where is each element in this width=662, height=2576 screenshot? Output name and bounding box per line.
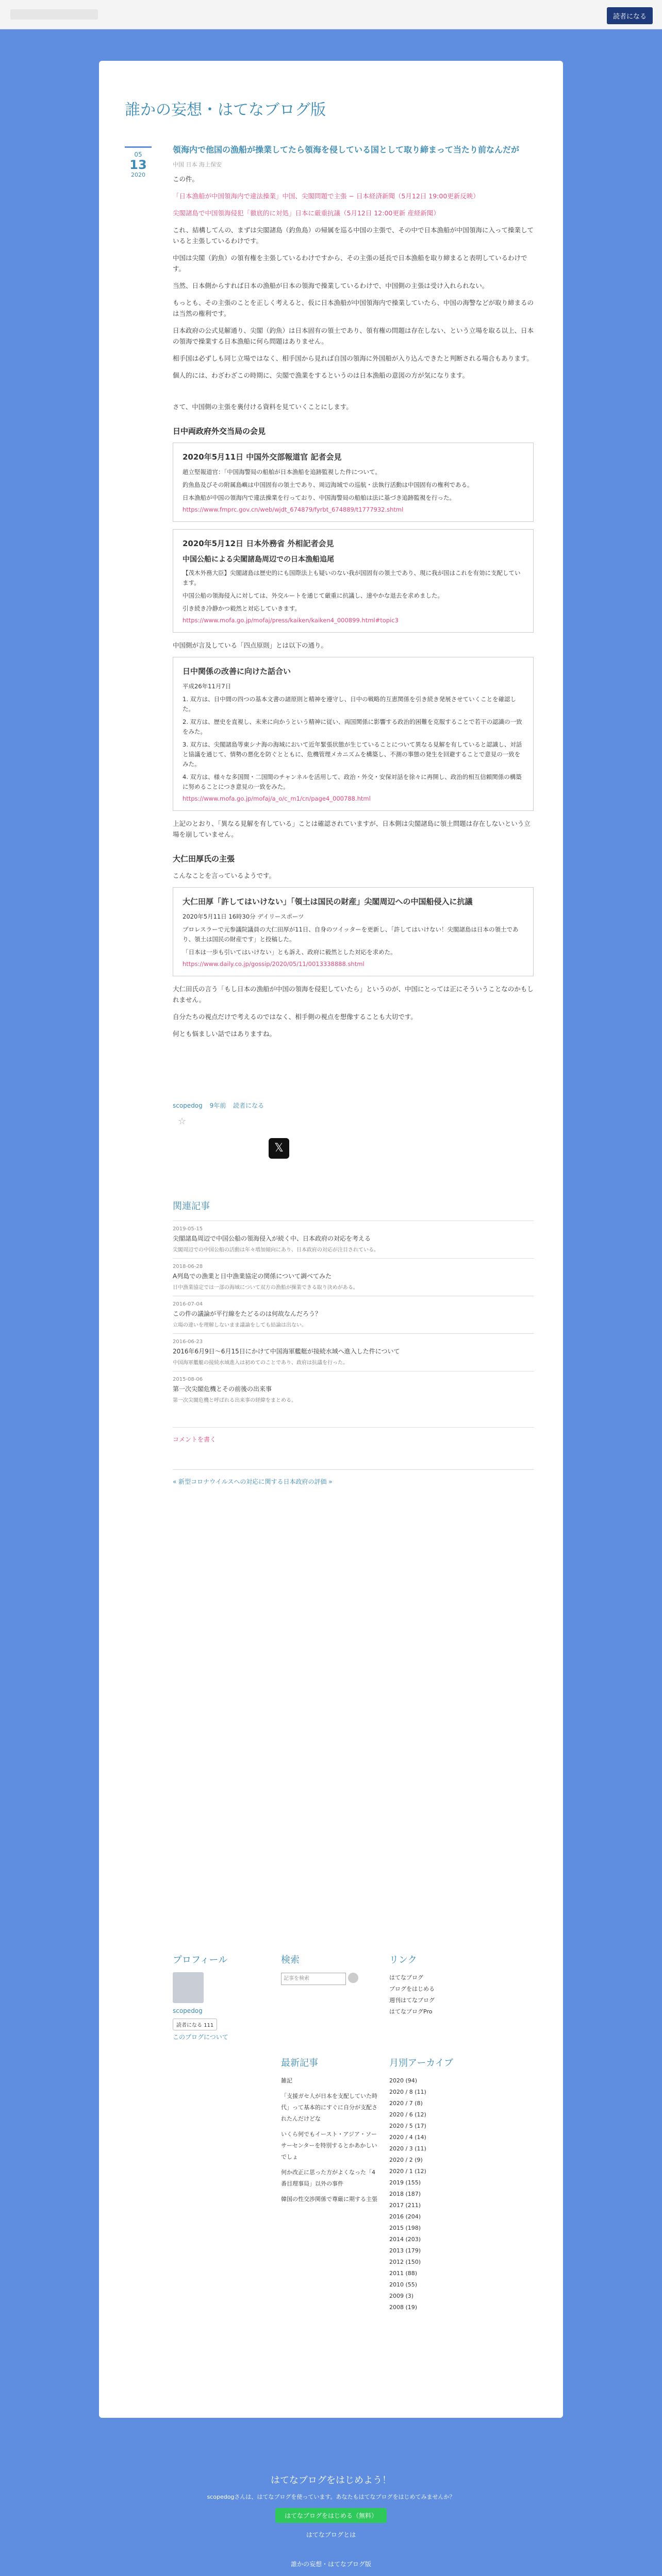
about-blog-link[interactable]: このブログについて — [173, 2033, 228, 2041]
paragraph: 大仁田氏の言う「もし日本の漁船が中国の領海を侵犯していたら」というのが、中国にとっては正にそういうことなのかもしれません。 — [173, 985, 534, 1004]
related-snippet: 尖閣周辺での中国公船の活動は年々増加傾向にあり、日本政府の対応が注目されている。 — [173, 1247, 379, 1253]
source-link[interactable]: 「日本漁船が中国領海内で違法操業」中国、尖閣問題で主張 − 日本経済新聞（5月12日 19:00更新反映） — [173, 192, 479, 200]
bottom-banner — [0, 2473, 662, 2576]
archive-year[interactable]: 2012 (150) — [389, 2259, 421, 2265]
related-date: 2019-05-15 — [173, 1226, 203, 1232]
related-date: 2015-08-06 — [173, 1377, 203, 1382]
search-icon[interactable] — [348, 1973, 358, 1983]
quote-line: 日本漁船が中国の領海内で違法操業を行っており、中国海警局の船舶は法に基づき追跡監視を行った。 — [183, 494, 455, 501]
archive-month[interactable]: 2020 / 8 (11) — [389, 2089, 426, 2095]
section-heading: 日中両政府外交当局の会見 — [173, 427, 266, 436]
profile-title: プロフィール — [173, 1955, 228, 1965]
related-item[interactable] — [173, 1296, 534, 1333]
archive-year[interactable]: 2013 (179) — [389, 2247, 421, 2254]
subscribe-count: 111 — [204, 2023, 214, 2028]
author-link[interactable]: scopedog — [173, 1102, 203, 1109]
related-item-title[interactable]: この件の議論が平行線をたどるのは何故なんだろう？ — [173, 1310, 322, 1317]
blockquote — [173, 529, 534, 633]
related-item-title[interactable]: A列島での漁業と日中漁業協定の関係について調べてみた — [173, 1273, 332, 1280]
archive-year[interactable]: 2008 (19) — [389, 2304, 418, 2311]
quote-line: 【茂木外務大臣】尖閣諸島は歴史的にも国際法上も疑いのない我が国固有の領土であり、現に我が国はこれを有効に支配しています。 — [183, 569, 521, 586]
about-hatena-link[interactable]: はてなブログとは — [306, 2531, 356, 2538]
profile-username[interactable]: scopedog — [173, 2007, 203, 2014]
start-blog-button[interactable]: はてなブログをはじめる（無料） — [275, 2508, 387, 2523]
quote-line: 4. 双方は、様々な多国間・二国間のチャンネルを活用して、政治・外交・安保対話を徐々に再開し、政治的相互信頼関係の構築に努めることにつき意見の一致をみた。 — [183, 773, 522, 790]
related-title: 関連記事 — [173, 1201, 210, 1212]
paragraph: さて、中国側の主張を裏付ける資料を見ていくことにします。 — [173, 403, 353, 411]
start-blog-text: scopedogさんは、はてなブログを使っています。あなたもはてなブログをはじめてみませんか？ — [207, 2494, 455, 2500]
quote-line: 引き続き冷静かつ毅然と対応していきます。 — [183, 605, 301, 612]
header-logo-placeholder — [10, 9, 98, 20]
archive-month[interactable]: 2020 / 6 (12) — [389, 2111, 426, 2118]
avatar[interactable] — [173, 1972, 204, 2003]
related-date: 2016-06-23 — [173, 1339, 203, 1345]
subscribe-label: 読者になる — [176, 2023, 202, 2028]
quote-line: 3. 双方は、尖閣諸島等東シナ海の海域において近年緊張状態が生じていることについて異なる見解を有していると認識し、対話と協議を通じて、情勢の悪化を防ぐとともに、危機管理メカニズムを構築し、不測の事態の発生を回避することで意見の一致をみた。 — [183, 741, 522, 768]
entry-article — [173, 143, 534, 1486]
archive-title: 月別アーカイブ — [389, 2058, 454, 2069]
search-module — [281, 1953, 384, 1985]
recent-item[interactable]: 「支援ガセ人が日本を支配していた時代」って基本的にすぐに自分が支配されたんだけどな — [281, 2093, 377, 2122]
blockquote — [173, 657, 534, 811]
related-snippet: 立場の違いを理解しないまま議論をしても結論は出ない。 — [173, 1323, 307, 1328]
paragraph: もっとも、その主張のことを正しく考えると、仮に日本漁船が中国領海内で操業していたら、中国の海警などが取り締まるのは当然の権利です。 — [173, 299, 534, 317]
hatena-header-bar — [0, 0, 662, 29]
archive-month[interactable]: 2020 / 5 (17) — [389, 2123, 426, 2129]
blog-title[interactable]: 誰かの妄想・はてなブログ版 — [125, 101, 326, 119]
quote-line: 2. 双方は、歴史を直視し、未来に向かうという精神に従い、両国関係に影響する政治的困難を克服することで若干の認識の一致をみた。 — [183, 718, 522, 735]
archive-month[interactable]: 2020 / 2 (9) — [389, 2157, 423, 2163]
related-item-title[interactable]: 尖閣諸島周辺で中国公船の領海侵入が続く中、日本政府の対応を考える — [173, 1235, 371, 1242]
paragraph: 相手国は必ずしも同じ立場ではなく、相手国から見れば自国の領海に外国船が入り込んできたと判断される場合もあります。 — [173, 354, 533, 362]
profile-module — [173, 1953, 255, 2041]
add-star-icon[interactable]: ☆ — [178, 1116, 187, 1127]
entry-date-month: 05 — [134, 151, 142, 158]
paragraph: 個人的には、わざわざこの時期に、尖閣で漁業をするというのは日本漁船の意図の方が気になります。 — [173, 371, 469, 379]
paragraph: これ、結構してんの、まずは尖閣諸島（釣魚島）の帰属を巡る中国の主張で、その中で日本漁船が中国領海に入って操業していると主張しているわけです。 — [173, 226, 534, 245]
quote-date: 平成26年11月7日 — [183, 683, 231, 690]
entry-time[interactable]: 9年前 — [209, 1102, 226, 1109]
related-list — [173, 1221, 534, 1409]
related-date: 2018-06-28 — [173, 1264, 203, 1269]
blog-main — [99, 61, 563, 2418]
archive-year[interactable]: 2016 (204) — [389, 2213, 421, 2220]
entry-date-year: 2020 — [131, 172, 145, 178]
archive-month[interactable]: 2020 / 1 (12) — [389, 2168, 426, 2175]
recent-item[interactable]: 雑記 — [281, 2077, 292, 2084]
link-item[interactable]: はてなブログPro — [389, 2008, 433, 2015]
related-item[interactable] — [173, 1333, 534, 1371]
archive-year[interactable]: 2011 (88) — [389, 2270, 418, 2277]
paragraph: 上記のとおり、「異なる見解を有している」ことは確認されていますが、日本側は尖閣諸島に領土問題は存在しないという立場を崩していません。 — [173, 820, 531, 838]
archive-year[interactable]: 2015 (198) — [389, 2225, 421, 2231]
entry-date-day: 13 — [129, 158, 147, 172]
paragraph: 日本政府の公式見解通り、尖閣（釣魚）は日本固有の領土であり、領有権の問題は存在しない、という立場を取る以上、日本の領海で操業する日本漁船に何ら問題はありません。 — [173, 327, 534, 345]
subscribe-button[interactable]: 読者になる — [607, 7, 653, 24]
paragraph: 中国は尖閣（釣魚）の領有権を主張しているわけですから、その主張の延長で日本漁船を取り締まると表明しているわけです。 — [173, 254, 527, 273]
related-item-title[interactable]: 第一次尖閣危機とその前後の出来事 — [173, 1385, 272, 1393]
write-comment-link[interactable]: コメントを書く — [173, 1427, 534, 1444]
search-input[interactable]: 記事を検索 — [281, 1973, 346, 1985]
entry-body — [173, 174, 534, 1039]
archive-year[interactable]: 2020 (94) — [389, 2077, 418, 2084]
related-snippet: 中国海軍艦艇の接続水域進入は初めてのことであり、政府は抗議を行った。 — [173, 1360, 348, 1366]
related-date: 2016-07-04 — [173, 1301, 203, 1307]
quote-title: 2020年5月11日 中国外交部報道官 記者会見 — [183, 452, 342, 462]
link-item[interactable]: ブログをはじめる — [389, 1986, 435, 1992]
archive-month[interactable]: 2020 / 4 (14) — [389, 2134, 426, 2141]
quote-title: 日中関係の改善に向けた話合い — [183, 667, 291, 676]
archive-year[interactable]: 2018 (187) — [389, 2191, 421, 2197]
recent-title: 最新記事 — [281, 2058, 318, 2069]
recent-item[interactable]: いくら何でもイースト・アジア・ソーサーセンターを特別するとかあかしいでしょ — [281, 2131, 377, 2160]
pager-link[interactable]: « 新型コロナウイルスへの対応に関する日本政府の評価 » — [173, 1469, 534, 1486]
link-item[interactable]: 週刊はてなブログ — [389, 1997, 435, 2004]
entry-categories[interactable]: 中国 日本 海上保安 — [173, 161, 222, 168]
paragraph: 何とも悩ましい話ではありますね。 — [173, 1030, 276, 1038]
paragraph: 中国側が言及している「四点原則」とは以下の通り。 — [173, 641, 328, 649]
paragraph: 当然、日本側からすれば日本の漁船が日本の領海で操業しているわけで、中国側の主張は受け入れられない。 — [173, 282, 489, 290]
quote-source-link[interactable]: https://www.mofa.go.jp/mofaj/press/kaiken/kaiken4_000899.html#topic3 — [183, 617, 399, 624]
quote-title: 大仁田厚「許してはいけない」「領土は国民の財産」尖閣周辺への中国船侵入に抗議 — [183, 897, 473, 906]
quote-source-link[interactable]: https://www.fmprc.gov.cn/web/wjdt_674879/fyrbt_674889/t1777932.shtml — [183, 506, 404, 513]
quote-line: プロレスラーで元参議院議員の大仁田厚が11日、自身のツイッターを更新し、「許してはいけない！尖閣諸島は日本の領土であり、領土は国民の財産です」と投稿した。 — [183, 926, 519, 943]
blockquote — [173, 443, 534, 522]
quote-source-link[interactable]: https://www.mofa.go.jp/mofaj/a_o/c_m1/cn/page4_000788.html — [183, 795, 371, 802]
entry-footer-meta — [173, 1101, 534, 1110]
quote-line: 釣魚島及びその附属島嶼は中国固有の領土であり、周辺海域での巡航・法執行活動は中国固有の権利である。 — [183, 481, 473, 488]
archive-year[interactable]: 2017 (211) — [389, 2202, 421, 2209]
related-item[interactable] — [173, 1221, 534, 1258]
links-title: リンク — [389, 1955, 417, 1965]
archive-month[interactable]: 2020 / 7 (8) — [389, 2100, 423, 2107]
source-link[interactable]: 尖閣諸島で中国領海侵犯「徹底的に対処」日本に厳重抗議（5月12日 12:00更新 産経新聞） — [173, 209, 440, 217]
archive-year[interactable]: 2009 (3) — [389, 2293, 414, 2299]
archive-year[interactable]: 2014 (203) — [389, 2236, 421, 2243]
quote-title: 2020年5月12日 日本外務省 外相記者会見 — [183, 539, 334, 548]
related-item-title[interactable]: 2016年6月9日〜6月15日にかけて中国海軍艦艇が接続水域へ進入した件について — [173, 1348, 400, 1355]
entry-title[interactable]: 領海内で他国の漁船が操業してたら領海を侵している国として取り締まって当たり前なんだが — [173, 145, 520, 155]
recent-item[interactable]: 韓国の性交渉関係で尊厳に期する主張 — [281, 2196, 377, 2202]
link-item[interactable]: はてなブログ — [389, 1974, 423, 1981]
footer-blog-name[interactable]: 誰かの妄想・はてなブログ版 — [290, 2561, 371, 2568]
paragraph: 自分たちの視点だけで考えるのではなく、相手側の視点を想像することも大切です。 — [173, 1013, 417, 1021]
related-snippet: 第一次尖閣危機と呼ばれる出来事の経緯をまとめる。 — [173, 1398, 296, 1403]
links-module — [389, 1953, 492, 2018]
related-item[interactable] — [173, 1371, 534, 1409]
start-blog-heading: はてなブログをはじめよう！ — [271, 2475, 391, 2486]
related-snippet: 日中漁業協定では一部の海域について双方の漁船が操業できる取り決めがある。 — [173, 1285, 358, 1291]
recent-item[interactable]: 何か改正に思った方がよくなった「4番目理事局」以外の事件 — [281, 2169, 375, 2187]
profile-subscribe-button[interactable] — [173, 2019, 217, 2030]
archive-year[interactable]: 2010 (55) — [389, 2281, 418, 2288]
quote-line: 「日本は一歩も引いてはいけない」とも訴え、政府に毅然とした対応を求めた。 — [183, 948, 396, 956]
archive-year[interactable]: 2019 (155) — [389, 2179, 421, 2186]
paragraph: こんなことを言っているようです。 — [173, 872, 276, 879]
quote-line: 中国公船の領海侵入に対しては、外交ルートを通じて厳重に抗議し、速やかな退去を求めました。 — [183, 592, 443, 599]
section-heading: 大仁田厚氏の主張 — [173, 854, 235, 863]
quote-source-link[interactable]: https://www.daily.co.jp/gossip/2020/05/11/0013338888.shtml — [183, 960, 365, 968]
related-item[interactable] — [173, 1258, 534, 1296]
archive-month[interactable]: 2020 / 3 (11) — [389, 2145, 426, 2152]
search-title: 検索 — [281, 1955, 300, 1965]
paragraph: この件。 — [173, 175, 199, 183]
footer-subscribe-link[interactable]: 読者になる — [233, 1102, 264, 1109]
quote-subtitle: 中国公船による尖閣諸島周辺での日本漁船追尾 — [183, 555, 334, 564]
archive-module — [389, 2056, 492, 2313]
blockquote — [173, 887, 534, 976]
entry-date — [125, 146, 152, 178]
quote-line: 1. 双方は、日中間の四つの基本文書の諸原則と精神を遵守し、日中の戦略的互恵関係を引き続き発展させていくことを確認した。 — [183, 696, 517, 713]
recent-module — [281, 2056, 379, 2209]
quote-date: 2020年5月11日 16時30分 デイリースポーツ — [183, 913, 304, 920]
x-share-icon[interactable]: 𝕏 — [269, 1138, 289, 1159]
quote-line: 趙立堅報道官：「中国海警局の船舶が日本漁船を追跡監視した件について。 — [183, 468, 381, 476]
